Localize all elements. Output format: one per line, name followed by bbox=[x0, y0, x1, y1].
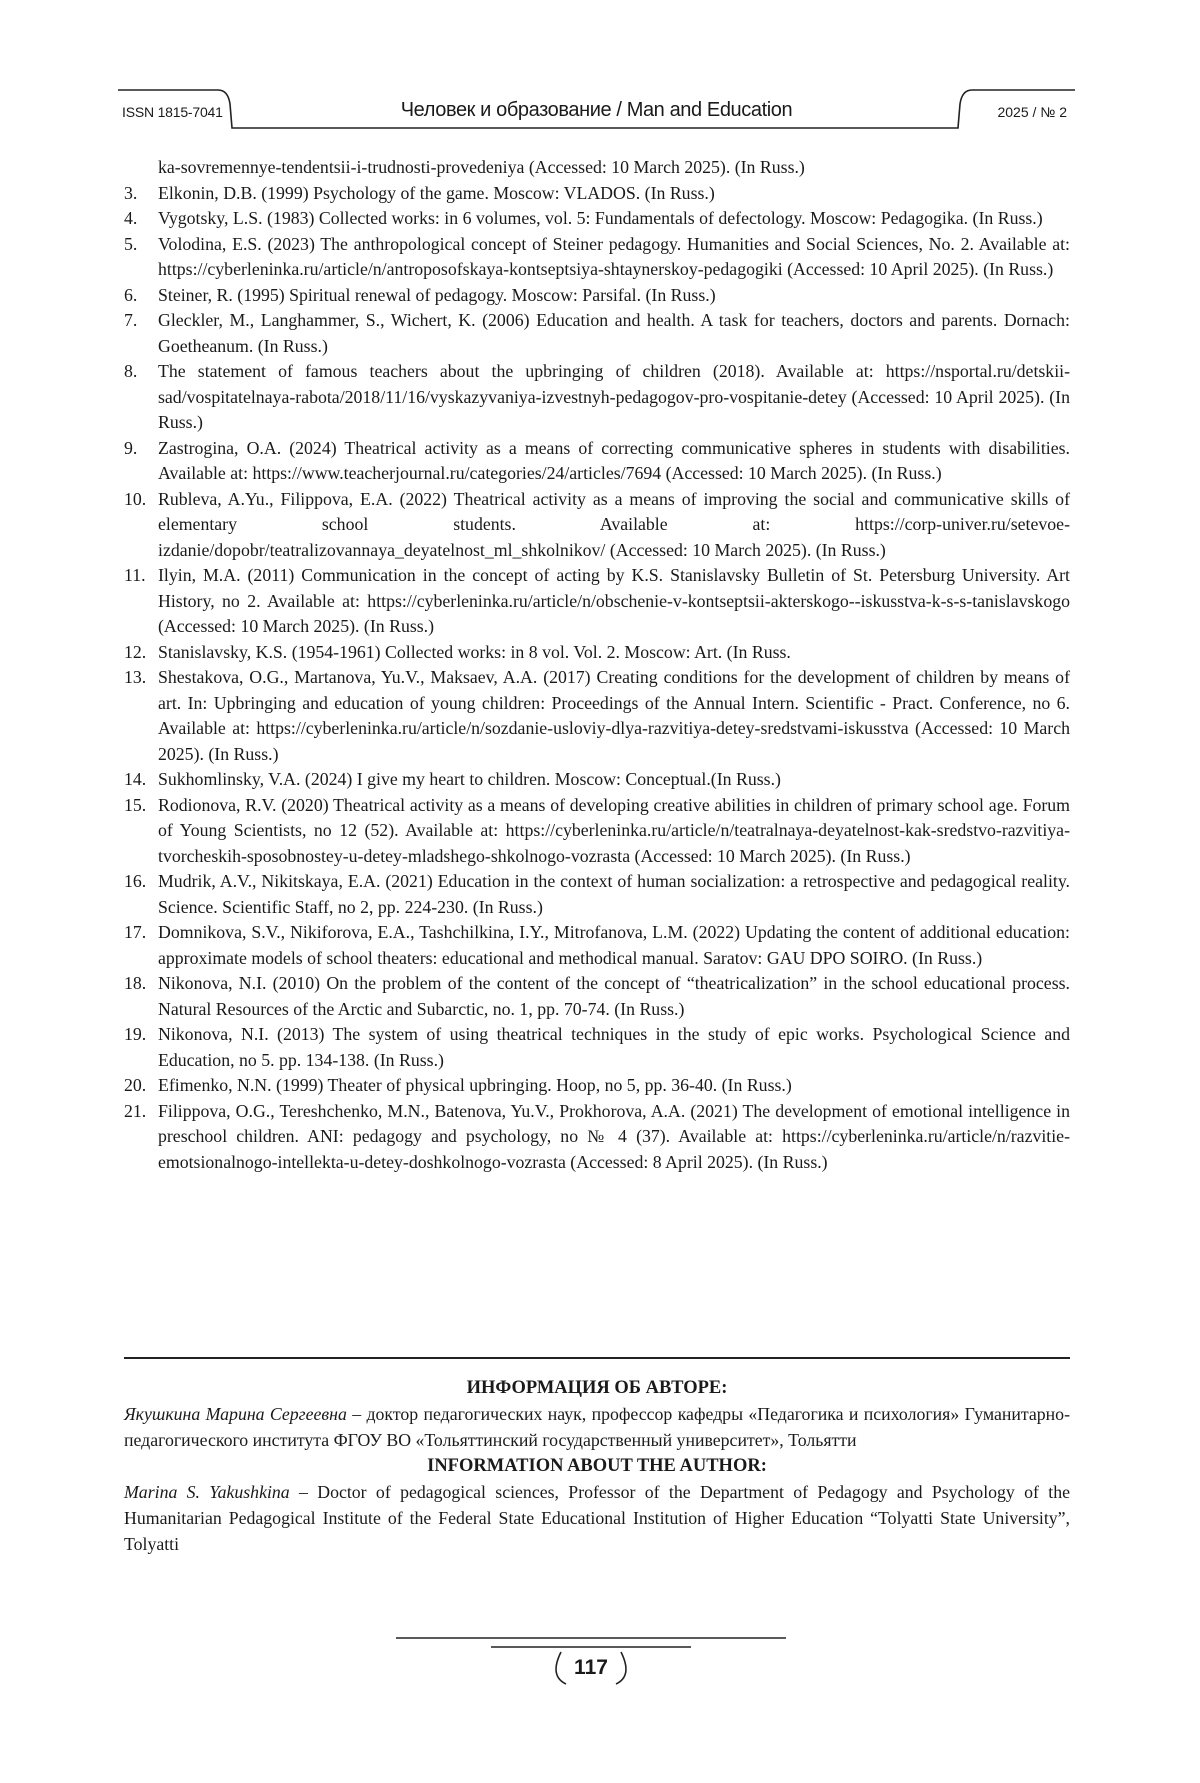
reference-item bbox=[124, 1022, 1070, 1073]
reference-text: Shestakova, O.G., Martanova, Yu.V., Maksaev, A.A. (2017) Creating conditions for the development of children by means of art. In: Upbringing and education of young children: Proceedings of the Annual Intern. Scientific - Pract. Conference, no 6. Available at: https://cyberleninka.ru/article/n/sozdanie-usloviy-dlya-razvitiya-detey-sredstvami-iskusstva (Accessed: 10 March 2025). (In Russ.) bbox=[158, 665, 1070, 767]
page-number: 117 bbox=[561, 1656, 621, 1680]
reference-text: Rubleva, A.Yu., Filippova, E.A. (2022) Theatrical activity as a means of improving the social and communicative skills of elementary school students. Available at: https://corp-univer.ru/setevoe-izdanie/dopobr/teatralizovannaya_deyatelnost_ml_shkolnikov/ (Accessed: 10 March 2025). (In Russ.) bbox=[158, 487, 1070, 564]
reference-number: 11. bbox=[124, 563, 158, 640]
reference-item bbox=[124, 1073, 1070, 1099]
reference-text: Volodina, E.S. (2023) The anthropological concept of Steiner pedagogy. Humanities and Social Sciences, No. 2. Available at: https://cyberleninka.ru/article/n/antroposofskaya-kontseptsiya-shtaynerskoy-pedagogiki (Accessed: 10 April 2025). (In Russ.) bbox=[158, 232, 1070, 283]
reference-item bbox=[124, 971, 1070, 1022]
journal-page bbox=[0, 0, 1200, 1783]
reference-text: Mudrik, A.V., Nikitskaya, E.A. (2021) Education in the context of human socialization: a retrospective and pedagogical reality. Science. Scientific Staff, no 2, pp. 224-230. (In Russ.) bbox=[158, 869, 1070, 920]
reference-text: Elkonin, D.B. (1999) Psychology of the game. Moscow: VLADOS. (In Russ.) bbox=[158, 181, 1070, 207]
reference-item bbox=[124, 563, 1070, 640]
section-divider bbox=[124, 1357, 1070, 1359]
reference-number: 3. bbox=[124, 181, 158, 207]
reference-continuation: ka-sovremennye-tendentsii-i-trudnosti-provedeniya (Accessed: 10 March 2025). (In Russ.) bbox=[158, 155, 1070, 181]
author-info bbox=[124, 1375, 1070, 1557]
reference-item bbox=[124, 206, 1070, 232]
reference-number: 14. bbox=[124, 767, 158, 793]
reference-number: 7. bbox=[124, 308, 158, 359]
reference-item bbox=[124, 359, 1070, 436]
issn: ISSN 1815-7041 bbox=[122, 104, 223, 120]
author-bio-en bbox=[124, 1479, 1070, 1557]
reference-text: Filippova, O.G., Tereshchenko, M.N., Batenova, Yu.V., Prokhorova, A.A. (2021) The development of emotional intelligence in preschool children. ANI: pedagogy and psychology, no № 4 (37). Available at: https://cyberleninka.ru/article/n/razvitie-emotsionalnogo-intellekta-u-detey-doshkolnogo-vozrasta (Accessed: 8 April 2025). (In Russ.) bbox=[158, 1099, 1070, 1176]
author-name-ru: Якушкина Марина Сергеевна bbox=[124, 1404, 347, 1424]
author-heading-en: INFORMATION ABOUT THE AUTHOR: bbox=[124, 1453, 1070, 1479]
reference-item bbox=[124, 665, 1070, 767]
reference-item bbox=[124, 232, 1070, 283]
reference-text: Domnikova, S.V., Nikiforova, E.A., Tashchilkina, I.Y., Mitrofanova, L.M. (2022) Updating the content of additional education: approximate models of school theaters: educational and methodical manual. Saratov: GAU DPO SOIRO. (In Russ.) bbox=[158, 920, 1070, 971]
reference-number: 15. bbox=[124, 793, 158, 870]
reference-text: Ilyin, M.A. (2011) Communication in the concept of acting by K.S. Stanislavsky Bulletin of St. Petersburg University. Art History, no 2. Available at: https://cyberleninka.ru/article/n/obschenie-v-kontseptsii-akterskogo--iskusstva-k-s-s-tanislavskogo (Accessed: 10 March 2025). (In Russ.) bbox=[158, 563, 1070, 640]
reference-number: 6. bbox=[124, 283, 158, 309]
reference-number: 18. bbox=[124, 971, 158, 1022]
reference-number: 19. bbox=[124, 1022, 158, 1073]
reference-number: 12. bbox=[124, 640, 158, 666]
reference-text: Nikonova, N.I. (2013) The system of using theatrical techniques in the study of epic works. Psychological Science and Education, no 5. pp. 134-138. (In Russ.) bbox=[158, 1022, 1070, 1073]
reference-item bbox=[124, 487, 1070, 564]
reference-item bbox=[124, 283, 1070, 309]
reference-text: Nikonova, N.I. (2010) On the problem of the content of the concept of “theatricalization” in the school educational process. Natural Resources of the Arctic and Subarctic, no. 1, pp. 70-74. (In Russ.) bbox=[158, 971, 1070, 1022]
running-header bbox=[118, 82, 1075, 132]
reference-list bbox=[124, 155, 1070, 1175]
reference-number: 17. bbox=[124, 920, 158, 971]
reference-number: 21. bbox=[124, 1099, 158, 1176]
reference-number: 9. bbox=[124, 436, 158, 487]
reference-number: 5. bbox=[124, 232, 158, 283]
reference-number: 8. bbox=[124, 359, 158, 436]
reference-item bbox=[124, 869, 1070, 920]
reference-number: 13. bbox=[124, 665, 158, 767]
journal-title: Человек и образование / Man and Education bbox=[118, 99, 1075, 122]
reference-text: Zastrogina, O.A. (2024) Theatrical activity as a means of correcting communicative spheres in students with disabilities. Available at: https://www.teacherjournal.ru/categories/24/articles/7694 (Accessed: 10 March 2025). (In Russ.) bbox=[158, 436, 1070, 487]
page-footer bbox=[396, 1632, 786, 1692]
reference-item bbox=[124, 767, 1070, 793]
reference-text: Steiner, R. (1995) Spiritual renewal of pedagogy. Moscow: Parsifal. (In Russ.) bbox=[158, 283, 1070, 309]
author-bio-ru bbox=[124, 1401, 1070, 1453]
reference-item bbox=[124, 1099, 1070, 1176]
reference-item bbox=[124, 181, 1070, 207]
reference-items bbox=[124, 181, 1070, 1176]
reference-text: Efimenko, N.N. (1999) Theater of physical upbringing. Hoop, no 5, pp. 36-40. (In Russ.) bbox=[158, 1073, 1070, 1099]
author-heading-ru: ИНФОРМАЦИЯ ОБ АВТОРЕ: bbox=[124, 1375, 1070, 1401]
reference-number: 4. bbox=[124, 206, 158, 232]
reference-number: 16. bbox=[124, 869, 158, 920]
author-text-ru: – доктор педагогических наук, профессор кафедры «Педагогика и психология» Гуманитарно-педагогического института ФГОУ ВО «Тольяттинский государственный университет», Тольятти bbox=[124, 1404, 1070, 1450]
author-text-en: – Doctor of pedagogical sciences, Professor of the Department of Pedagogy and Psychology of the Humanitarian Pedagogical Institute of the Federal State Educational Institution of Higher Education “Tolyatti State University”, Tolyatti bbox=[124, 1482, 1070, 1554]
reference-text: Vygotsky, L.S. (1983) Collected works: in 6 volumes, vol. 5: Fundamentals of defectology. Moscow: Pedagogika. (In Russ.) bbox=[158, 206, 1070, 232]
reference-item bbox=[124, 308, 1070, 359]
reference-text: Sukhomlinsky, V.A. (2024) I give my heart to children. Moscow: Conceptual.(In Russ.) bbox=[158, 767, 1070, 793]
reference-text: Gleckler, M., Langhammer, S., Wichert, K. (2006) Education and health. A task for teachers, doctors and parents. Dornach: Goetheanum. (In Russ.) bbox=[158, 308, 1070, 359]
reference-number: 20. bbox=[124, 1073, 158, 1099]
reference-number: 10. bbox=[124, 487, 158, 564]
reference-text: Stanislavsky, K.S. (1954-1961) Collected works: in 8 vol. Vol. 2. Moscow: Art. (In Russ. bbox=[158, 640, 1070, 666]
reference-item bbox=[124, 640, 1070, 666]
reference-item bbox=[124, 920, 1070, 971]
author-name-en: Marina S. Yakushkina bbox=[124, 1482, 290, 1502]
reference-item bbox=[124, 436, 1070, 487]
reference-text: The statement of famous teachers about the upbringing of children (2018). Available at: https://nsportal.ru/detskii-sad/vospitatelnaya-rabota/2018/11/16/vyskazyvaniya-izvestnyh-pedagogov-pro-vospitanie-detey (Accessed: 10 April 2025). (In Russ.) bbox=[158, 359, 1070, 436]
issue-number: 2025 / № 2 bbox=[997, 104, 1067, 120]
reference-text: Rodionova, R.V. (2020) Theatrical activity as a means of developing creative abilities in children of primary school age. Forum of Young Scientists, no 12 (52). Available at: https://cyberleninka.ru/article/n/teatralnaya-deyatelnost-kak-sredstvo-razvitiya-tvorcheskih-sposobnostey-u-detey-mladshego-shkolnogo-vozrasta (Accessed: 10 March 2025). (In Russ.) bbox=[158, 793, 1070, 870]
reference-item bbox=[124, 793, 1070, 870]
